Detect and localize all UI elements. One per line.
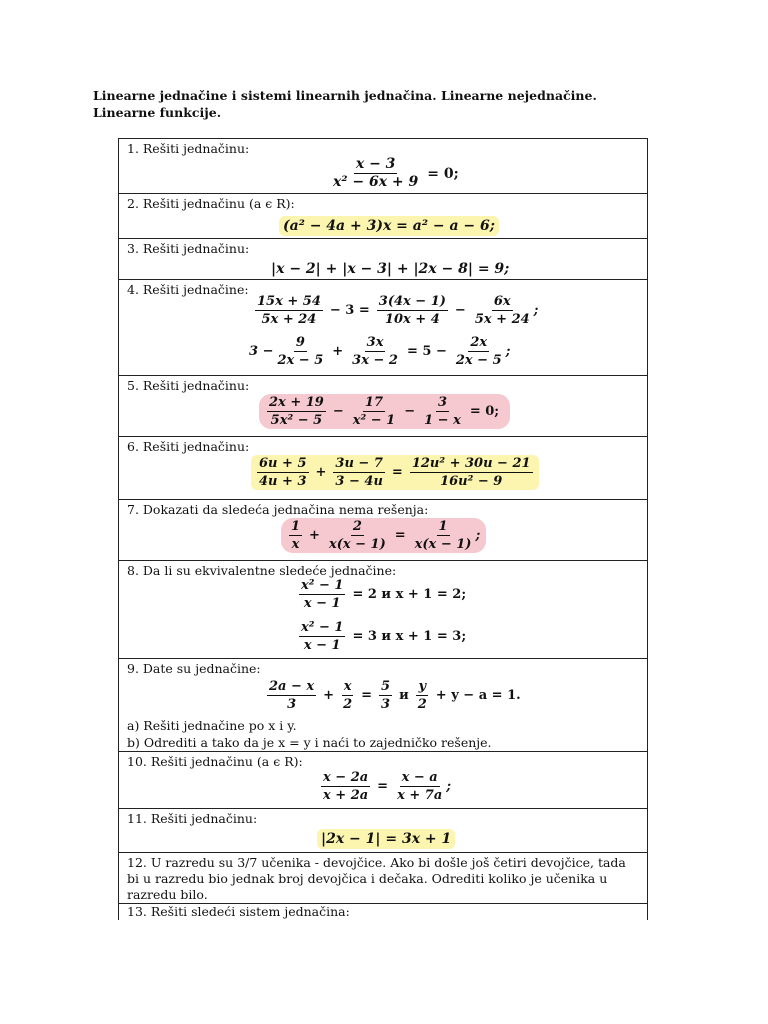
equation-2: (a² − 4a + 3)x = a² − a − 6; bbox=[279, 216, 499, 236]
equation-8b: $\frac{\text{x² − 1}}{x - 1}$ = 3 и x + 1 = 3; bbox=[301, 620, 467, 653]
problem-row-6 bbox=[119, 437, 647, 500]
problem-row-3 bbox=[119, 239, 647, 280]
equation-4b: 3 − $\frac{9}{2x - 5}$ + $\frac{3x}{3x - 2}$ = 5 − $\frac{2x}{2x - 5}$ ; bbox=[249, 335, 511, 368]
problem-label: 3. Rešiti jednačinu: bbox=[127, 241, 250, 256]
problem-row-13 bbox=[119, 904, 647, 921]
problem-row-8 bbox=[119, 561, 647, 659]
equation-5: $\frac{2x + 19}{\text{5x² − 5}}$ − $\frac{17}{\text{x² − 1}}$ − $\frac{3}{1 - x}$ = 0; bbox=[259, 394, 510, 429]
problem-row-5 bbox=[119, 376, 647, 437]
problem-row-2 bbox=[119, 194, 647, 239]
problem-row-9 bbox=[119, 659, 647, 752]
document-title: Linearne jednačine i sistemi linearnih jednačina. Linearne nejednačine. Linearne funkcije. bbox=[93, 88, 597, 120]
problem-row-10 bbox=[119, 752, 647, 809]
equation-8a: $\frac{\text{x² − 1}}{x - 1}$ = 2 и x + 1 = 2; bbox=[301, 578, 467, 611]
problem-part-b: b) Odrediti a tako da je x = y i naći to zajedničko rešenje. bbox=[127, 735, 492, 750]
equation-6: $\frac{6u + 5}{4u + 3}$ + $\frac{3u - 7}{3 - 4u}$ = $\frac{\text{12u² + 30u − 21}}{\text{16u² − 9}}$ bbox=[251, 455, 539, 490]
problem-label: 6. Rešiti jednačinu: bbox=[127, 439, 250, 454]
equation-7: $\frac{1}{x}$ + $\frac{2}{x(x - 1)}$ = $\frac{1}{x(x - 1)}$ ; bbox=[281, 518, 486, 553]
equation-10: $\frac{x - 2a}{x + 2a}$ = $\frac{x - a}{x + 7a}$ ; bbox=[323, 770, 452, 803]
equation-3: |x − 2| + |x − 3| + |2x − 8| = 9; bbox=[271, 261, 510, 277]
problem-part-a: a) Rešiti jednačine po x i y. bbox=[127, 718, 297, 733]
problem-label: 5. Rešiti jednačinu: bbox=[127, 378, 250, 393]
equation-11: |2x − 1| = 3x + 1 bbox=[317, 829, 455, 849]
equation-1: $\frac{x - 3}{\text{x² − 6x + 9}}$ = 0; bbox=[333, 156, 459, 190]
problem-row-4 bbox=[119, 280, 647, 376]
problem-row-12 bbox=[119, 853, 647, 904]
equation-9: $\frac{2a - x}{3}$ + $\frac{x}{2}$ = $\frac{5}{3}$ и $\frac{y}{2}$ + y − a = 1. bbox=[269, 679, 521, 712]
problems-table bbox=[118, 138, 648, 920]
problem-row-7 bbox=[119, 500, 647, 561]
problem-label: 4. Rešiti jednačine: bbox=[127, 282, 249, 297]
equation-4a: $\frac{15x + 54}{5x + 24}$ − 3 = $\frac{3(4x - 1)}{10x + 4}$ − $\frac{6x}{5x + 24}$ ; bbox=[257, 294, 539, 327]
problem-label: 8. Da li su ekvivalentne sledeće jednačine: bbox=[127, 563, 397, 578]
problem-text: 12. U razredu su 3/7 učenika - devojčice. Ako bi došle još četiri devojčice, tada bi u razredu bio jednak broj devojčica i dečaka. Odrediti koliko je učenika u razredu bilo. bbox=[127, 855, 626, 902]
problem-row-1 bbox=[119, 139, 647, 194]
problem-row-11 bbox=[119, 809, 647, 853]
problem-label: 11. Rešiti jednačinu: bbox=[127, 811, 258, 826]
problem-label: 10. Rešiti jednačinu (a ϵ R): bbox=[127, 754, 303, 769]
problem-label: 2. Rešiti jednačinu (a ϵ R): bbox=[127, 196, 295, 211]
problem-label: 7. Dokazati da sledeća jednačina nema rešenja: bbox=[127, 502, 429, 517]
problem-label: 9. Date su jednačine: bbox=[127, 661, 261, 676]
problem-label: 1. Rešiti jednačinu: bbox=[127, 141, 250, 156]
problem-label: 13. Rešiti sledeći sistem jednačina: bbox=[127, 904, 350, 919]
